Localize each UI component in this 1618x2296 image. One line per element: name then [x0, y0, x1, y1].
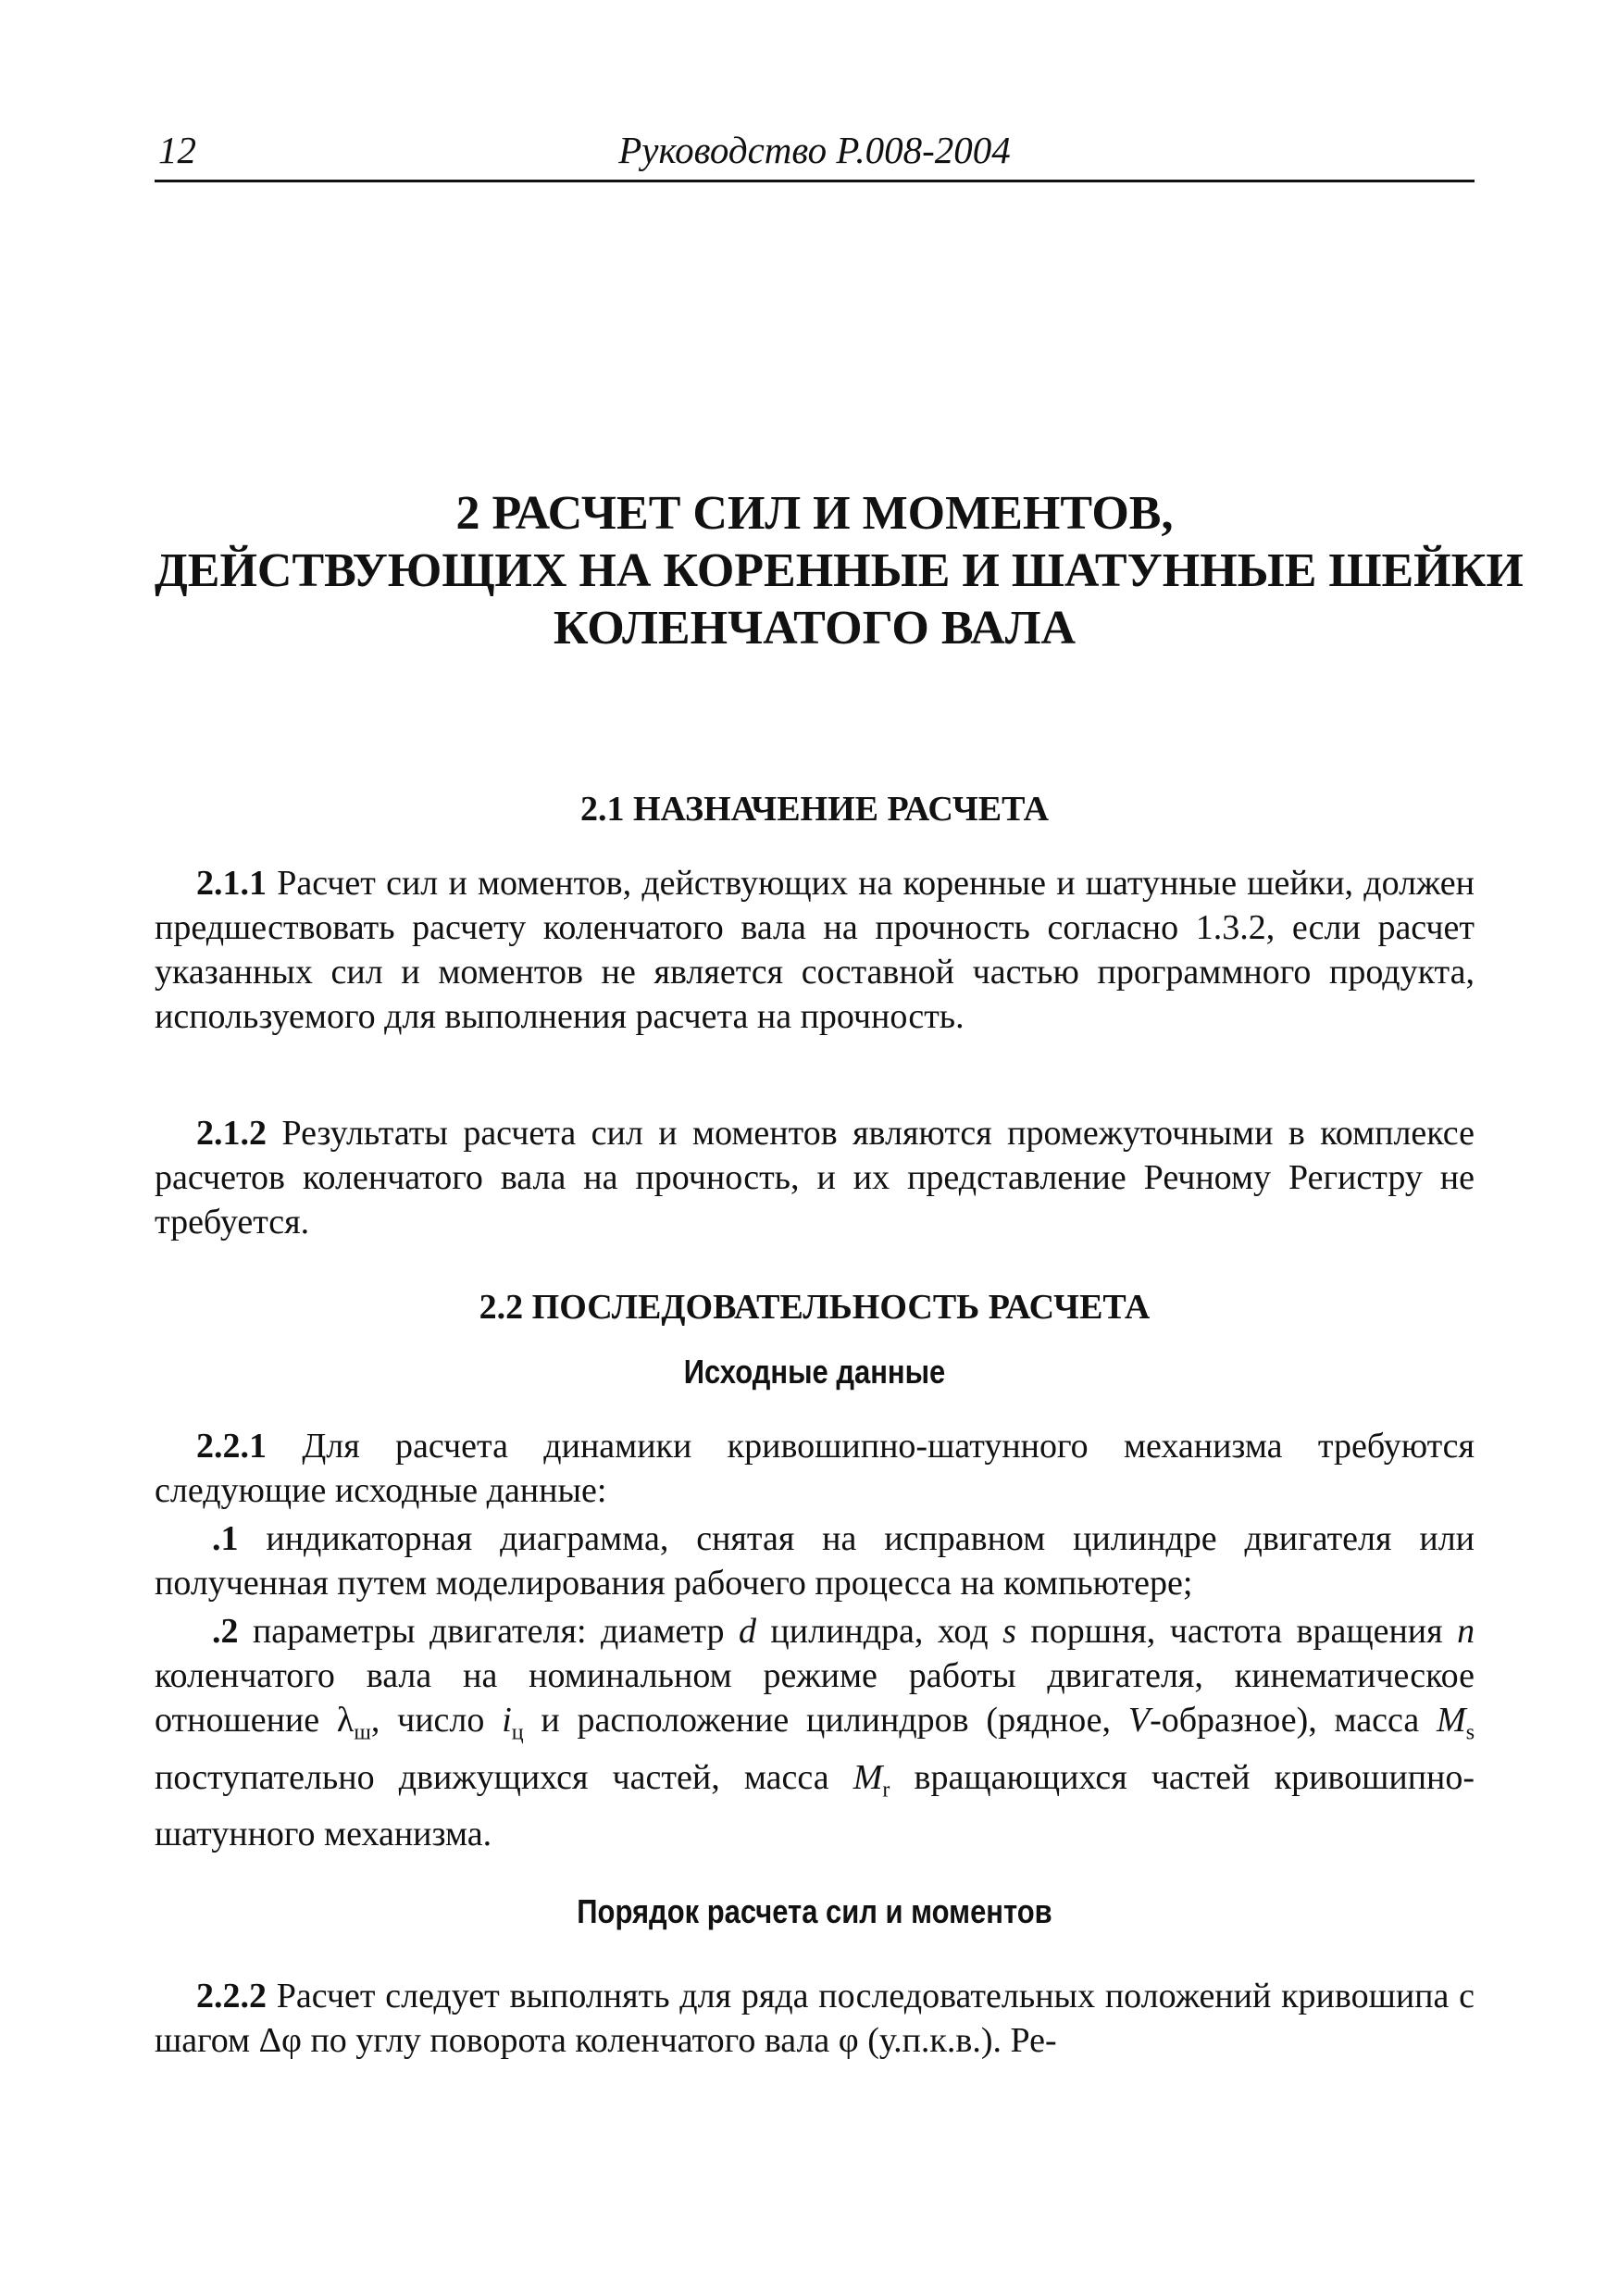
paragraph-text: Для расчета динамики кривошипно-шатунного механизма требуются следующие исходные данные: [155, 1427, 1475, 1510]
paragraph-2-1-1 [155, 861, 1475, 1039]
list-item-text: индикаторная диаграмма, снятая на исправном цилиндре двигателя или полученная путем моделирования рабочего процесса на компьютере; [155, 1519, 1475, 1603]
subheading-calculation-order: Порядок расчета сил и моментов [577, 1892, 1052, 1930]
running-title: Руководство Р.008-2004 [618, 129, 1011, 171]
list-item-1 [155, 1516, 1475, 1605]
symbol-d: d [738, 1612, 756, 1651]
symbol-mr [853, 1757, 890, 1803]
text-run: цилиндра, ход [770, 1612, 989, 1651]
text-run: (у.п.к.в.). Ре- [867, 2021, 1057, 2060]
text-run: параметры двигателя: диаметр [252, 1612, 725, 1651]
symbol-i-sub: ц [511, 1720, 524, 1745]
text-run: поршня, частота вращения [1030, 1612, 1443, 1651]
symbol-lambda-base: λ [336, 1701, 355, 1740]
paragraph-number: 2.2.1 [196, 1427, 267, 1466]
symbol-s: s [1002, 1612, 1016, 1651]
chapter-title [155, 485, 1524, 657]
symbol-ms-sub: s [1465, 1720, 1475, 1745]
page-header [155, 128, 1475, 182]
symbol-phi: φ [838, 2021, 859, 2060]
list-item-2 [155, 1609, 1475, 1856]
symbol-i-base: i [502, 1701, 512, 1740]
symbol-lambda [336, 1701, 371, 1745]
text-run: -образное), масса [1150, 1701, 1420, 1740]
text-run: вращающихся частей кривошипно-шатунного механизма. [155, 1757, 1475, 1854]
chapter-title-line-3: КОЛЕНЧАТОГО ВАЛА [553, 602, 1077, 655]
text-run: и расположение цилиндров (рядное, [541, 1701, 1112, 1740]
paragraph-number: 2.1.1 [196, 864, 267, 903]
chapter-title-line-1: 2 РАСЧЕТ СИЛ И МОМЕНТОВ, [455, 487, 1174, 540]
text-run: , число [370, 1701, 485, 1740]
symbol-mr-sub: r [882, 1778, 890, 1803]
paragraph-2-2-1 [155, 1424, 1475, 1513]
symbol-delta-phi: Δφ [258, 2021, 302, 2060]
symbol-lambda-sub: ш [354, 1720, 371, 1745]
list-item-number: .1 [212, 1519, 239, 1558]
text-run: коленчатого вала на номинальном режиме работы двигателя, кинематическое отношение [155, 1656, 1475, 1740]
paragraph-text: Результаты расчета сил и моментов являются промежуточными в комплексе расчетов коленчатого вала на прочность, и их представление Речному Регистру не требуется. [155, 1114, 1475, 1242]
paragraph-2-2-2 [155, 1974, 1475, 2063]
section-heading-2-1: 2.1 НАЗНАЧЕНИЕ РАСЧЕТА [579, 790, 1050, 829]
symbol-ms-base: M [1437, 1701, 1466, 1740]
symbol-i [502, 1701, 524, 1745]
paragraph-text: Расчет сил и моментов, действующих на коренные и шатунные шейки, должен предшествовать расчету коленчатого вала на прочность согласно 1.3.2, если расчет указанных сил и моментов не является составной частью программного продукта, используемого для выполнения расчета на прочность. [155, 864, 1475, 1036]
chapter-title-line-2: ДЕЙСТВУЮЩИХ НА КОРЕННЫЕ И ШАТУННЫЕ ШЕЙКИ [155, 544, 1524, 597]
symbol-n: n [1457, 1612, 1475, 1651]
text-run: поступательно движущихся частей, масса [155, 1757, 829, 1797]
text-run: Расчет следует выполнять для ряда последовательных положений кривошипа с шагом [155, 1977, 1475, 2060]
symbol-ms [1437, 1701, 1475, 1745]
section-heading-2-2: 2.2 ПОСЛЕДОВАТЕЛЬНОСТЬ РАСЧЕТА [479, 1288, 1151, 1327]
list-item-number: .2 [212, 1612, 239, 1651]
symbol-v: V [1127, 1701, 1151, 1740]
paragraph-number: 2.2.2 [196, 1977, 267, 2015]
symbol-mr-base: M [853, 1757, 883, 1797]
page-number: 12 [158, 129, 196, 171]
paragraph-number: 2.1.2 [196, 1114, 267, 1153]
paragraph-2-1-2 [155, 1111, 1475, 1244]
text-run: по углу поворота коленчатого вала [310, 2021, 830, 2060]
subheading-input-data: Исходные данные [683, 1353, 946, 1391]
